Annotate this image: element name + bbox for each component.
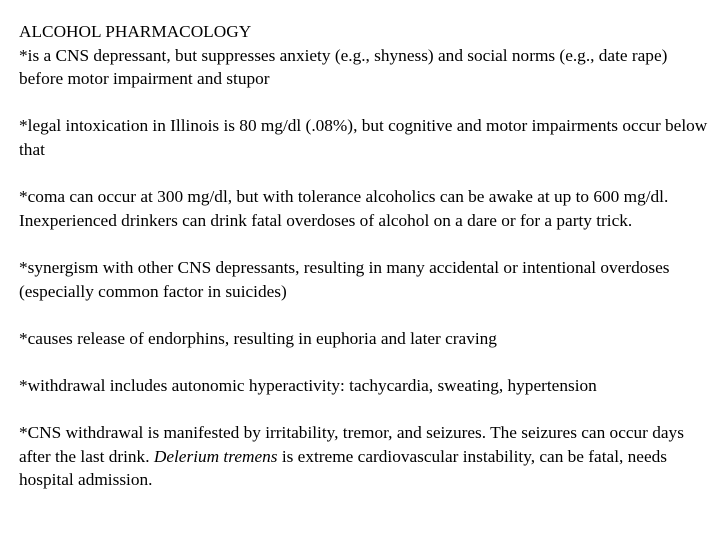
bullet-endorphins: *causes release of endorphins, resulting in euphoria and later craving [19, 328, 497, 348]
bullet-withdrawal-autonomic: *withdrawal includes autonomic hyperactivity: tachycardia, sweating, hypertension [19, 375, 597, 395]
page-title: ALCOHOL PHARMACOLOGY [19, 22, 252, 41]
bullet-coma: *coma can occur at 300 mg/dl, but with tolerance alcoholics can be awake at up to 600 mg/dl. Inexperienced drinkers can drink fatal overdoses of alcohol on a dare or for a party trick. [19, 187, 669, 230]
bullet-synergism: *synergism with other CNS depressants, resulting in many accidental or intentional overdoses (especially common factor in suicides) [19, 257, 670, 301]
delerium-tremens-term: Delerium tremens [153, 446, 278, 466]
bullet-cns-withdrawal [19, 421, 709, 492]
bullet-cns-withdrawal-text-after: is extreme cardiovascular instability, can be fatal, needs hospital admission. [19, 446, 667, 490]
bullet-cns-withdrawal-text-before: *CNS withdrawal is manifested by irritability, tremor, and seizures. The seizures can occur days after the last drink. [19, 423, 684, 466]
bullet-cns-depressant: *is a CNS depressant, but suppresses anxiety (e.g., shyness) and social norms (e.g., date rape) before motor impairment and stupor [19, 45, 668, 89]
slide-content [19, 20, 709, 492]
bullet-legal-intoxication: *legal intoxication in Illinois is 80 mg/dl (.08%), but cognitive and motor impairments occur below that [19, 116, 708, 159]
